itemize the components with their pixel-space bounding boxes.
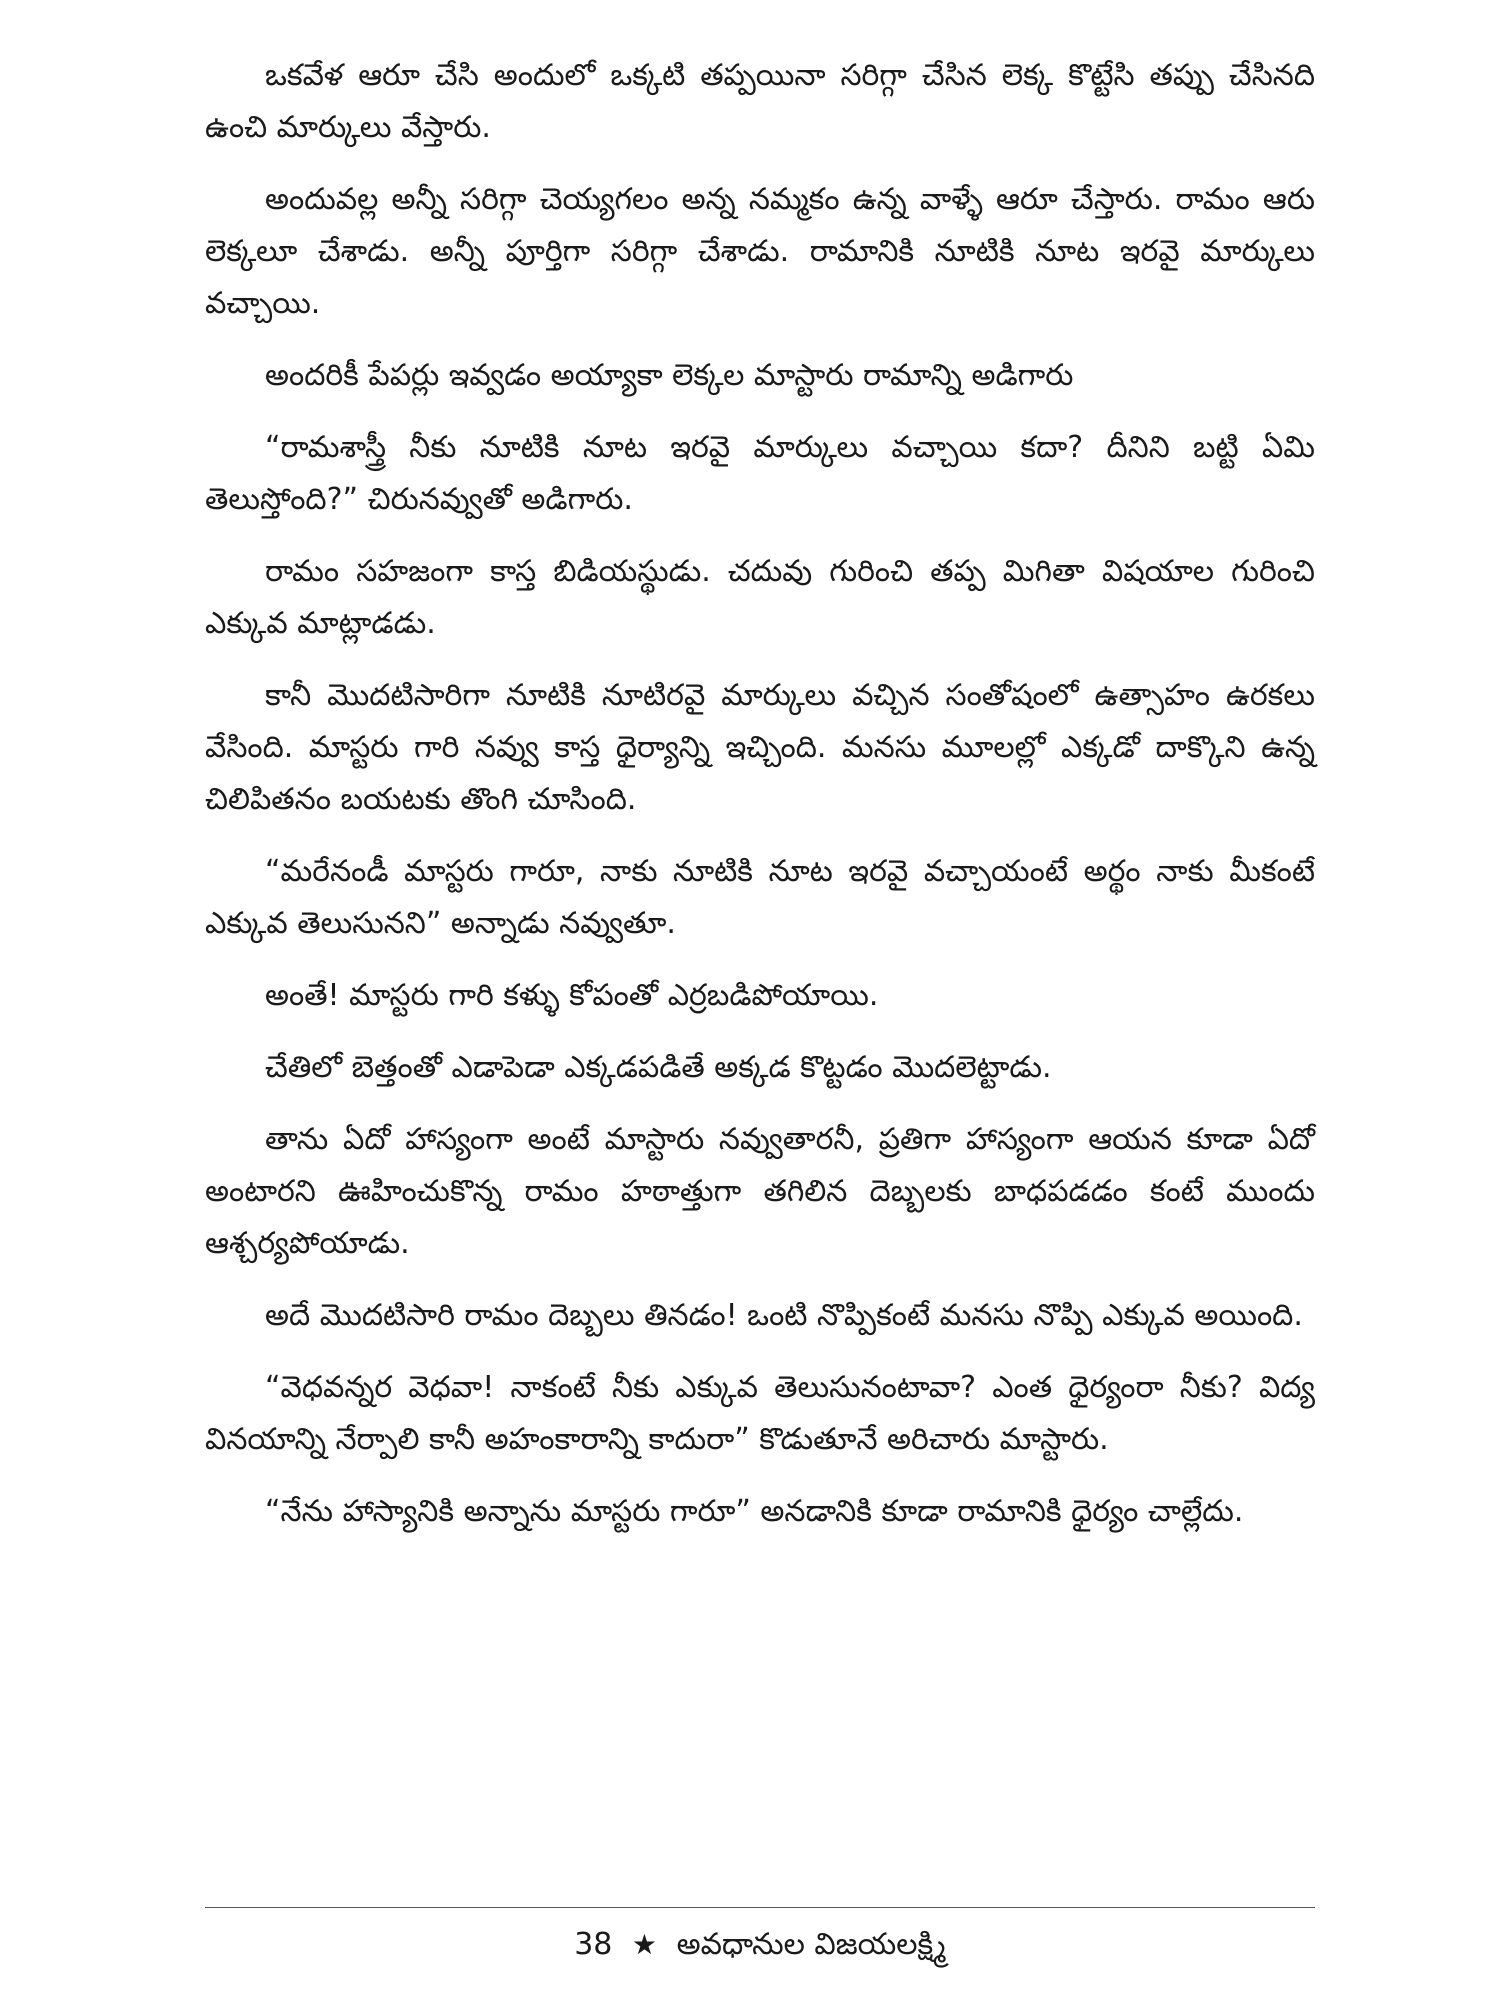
paragraph-8: అంతే! మాస్టరు గారి కళ్ళు కోపంతో ఎర్రబడిపోయాయి.: [265, 978, 879, 1013]
paragraph-7: “మరేనండీ మాస్టరు గారూ, నాకు నూటికి నూట ఇరవై వచ్చాయంటే అర్థం నాకు మీకంటే ఎక్కువ తెలుసునని” అన్నాడు నవ్వుతూ.: [205, 854, 1315, 941]
footer-divider: [205, 1907, 1315, 1908]
paragraph-5: రామం సహజంగా కాస్త బిడియస్థుడు. చదువు గురించి తప్ప మిగితా విషయాల గురించి ఎక్కువ మాట్లాడడు.: [205, 554, 1315, 641]
page-footer: [205, 1920, 1315, 1969]
paragraph-10: తాను ఏదో హాస్యంగా అంటే మాస్టారు నవ్వుతారనీ, ప్రతిగా హాస్యంగా ఆయన కూడా ఏదో అంటారని ఊహించుకొన్న రామం హఠాత్తుగా తగిలిన దెబ్బలకు బాధపడడం కంటే ముందు ఆశ్చర్యపోయాడు.: [205, 1122, 1315, 1261]
star-icon: ★: [631, 1927, 658, 1961]
paragraph-9: చేతిలో బెత్తంతో ఎడాపెడా ఎక్కడపడితే అక్కడ కొట్టడం మొదలెట్టాడు.: [265, 1050, 1052, 1085]
paragraph-12: “వెధవన్నర వెధవా! నాకంటే నీకు ఎక్కువ తెలుసునంటావా? ఎంత ధైర్యంరా నీకు? విద్య వినయాన్ని నేర్పాలి కానీ అహంకారాన్ని కాదురా” కొడుతూనే అరిచారు మాస్టారు.: [205, 1370, 1315, 1457]
body-text: [205, 50, 1315, 1558]
paragraph-3: అందరికీ పేపర్లు ఇవ్వడం అయ్యాకా లెక్కల మాస్టారు రామాన్ని అడిగారు: [265, 358, 1074, 393]
author-name: అవధానుల విజయలక్ష్మి: [676, 1926, 946, 1962]
book-page: [205, 50, 1315, 1980]
paragraph-4: “రామశాస్త్రీ నీకు నూటికి నూట ఇరవై మార్కులు వచ్చాయి కదా? దీనిని బట్టి ఏమి తెలుస్తోంది?” చిరునవ్వుతో అడిగారు.: [205, 430, 1315, 517]
paragraph-6: కానీ మొదటిసారిగా నూటికి నూటిరవై మార్కులు వచ్చిన సంతోషంలో ఉత్సాహం ఉరకలు వేసింది. మాస్టరు గారి నవ్వు కాస్త ధైర్యాన్ని ఇచ్చింది. మనసు మూలల్లో ఎక్కడో దాక్కొని ఉన్న చిలిపితనం బయటకు తొంగి చూసింది.: [205, 678, 1315, 817]
paragraph-1: ఒకవేళ ఆరూ చేసి అందులో ఒక్కటి తప్పయినా సరిగ్గా చేసిన లెక్క కొట్టేసి తప్పు చేసినది ఉంచి మార్కులు వేస్తారు.: [205, 58, 1315, 145]
paragraph-11: అదే మొదటిసారి రామం దెబ్బలు తినడం! ఒంటి నొప్పికంటే మనసు నొప్పి ఎక్కువ అయింది.: [265, 1298, 1303, 1333]
paragraph-2: అందువల్ల అన్నీ సరిగ్గా చెయ్యగలం అన్న నమ్మకం ఉన్న వాళ్ళే ఆరూ చేస్తారు. రామం ఆరు లెక్కలూ చేశాడు. అన్నీ పూర్తిగా సరిగ్గా చేశాడు. రామానికి నూటికి నూట ఇరవై మార్కులు వచ్చాయి.: [205, 182, 1315, 321]
paragraph-13: “నేను హాస్యానికి అన్నాను మాస్టరు గారూ” అనడానికి కూడా రామానికి ధైర్యం చాల్లేదు.: [265, 1494, 1244, 1529]
page-number: 38: [574, 1926, 613, 1962]
